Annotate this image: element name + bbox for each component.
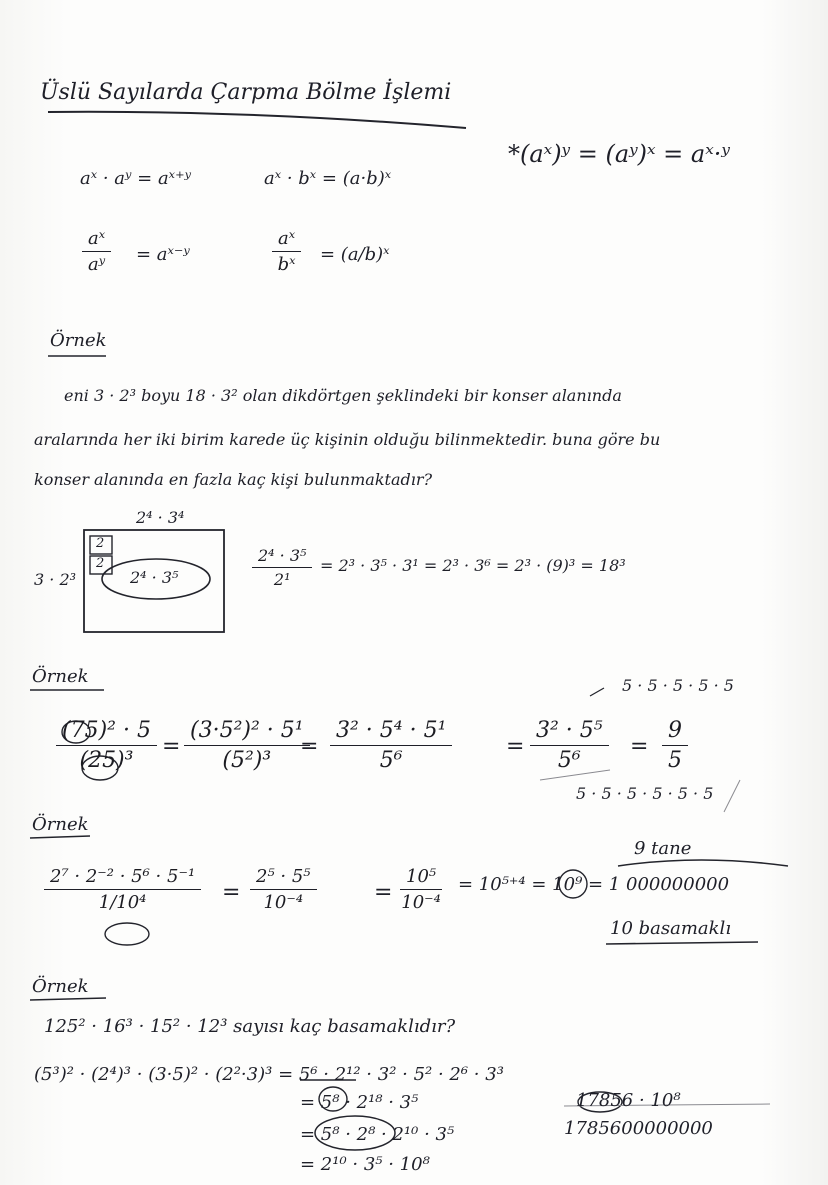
- fraction-numerator: 2⁷ · 2⁻² · 5⁶ · 5⁻¹: [44, 866, 201, 890]
- scratch-work-top: 5 · 5 · 5 · 5 · 5: [622, 676, 734, 695]
- rule-quotient-same-exp-fraction: [272, 228, 301, 275]
- equals-sign: =: [222, 880, 241, 905]
- fraction-denominator: aʸ: [87, 254, 106, 275]
- fraction-numerator: 3² · 5⁵: [530, 718, 609, 746]
- rule-product-same-base: aˣ · aʸ = aˣ⁺ʸ: [80, 168, 191, 189]
- fraction-denominator: (25)³: [79, 748, 134, 773]
- heading-underline: [30, 836, 90, 838]
- example4-side-note: 1785600000000: [564, 1118, 713, 1139]
- scratch-work-bottom: 5 · 5 · 5 · 5 · 5 · 5: [576, 784, 714, 803]
- brace-label: 9 tane: [634, 838, 692, 859]
- equals-sign: =: [374, 880, 393, 905]
- example4-side-note: 17856 · 10⁸: [576, 1090, 681, 1111]
- example2-fraction-step4: [530, 718, 609, 773]
- rectangle-top-label: 2⁴ · 3⁴: [136, 508, 185, 527]
- fraction-denominator: (5²)³: [222, 748, 272, 773]
- fraction-numerator: 3² · 5⁴ · 5¹: [330, 718, 452, 746]
- equals-sign: =: [630, 734, 649, 759]
- fraction-numerator: 2⁴ · 3⁵: [252, 546, 312, 568]
- example1-fraction: [252, 546, 312, 589]
- fraction-numerator: aˣ: [272, 228, 301, 252]
- equals-sign: =: [300, 734, 319, 759]
- underline-mark: [606, 942, 758, 944]
- example4-solution-line: = 2¹⁰ · 3⁵ · 10⁸: [300, 1154, 430, 1175]
- fraction-denominator: 5: [668, 748, 682, 773]
- problem-text-line: aralarında her iki birim karede üç kişinin olduğu bilinmektedir. buna göre bu: [34, 430, 661, 449]
- title-underline: [48, 112, 466, 128]
- faint-mark: [724, 780, 740, 812]
- example2-fraction-step2: [184, 718, 310, 773]
- fraction-numerator: (3·5²)² · 5¹: [184, 718, 310, 746]
- fraction-denominator: 5⁶: [379, 748, 403, 773]
- example3-fraction-step3: [400, 866, 442, 913]
- example-heading: Örnek: [50, 330, 107, 351]
- example-heading: Örnek: [32, 814, 89, 835]
- page-title: Üslü Sayılarda Çarpma Bölme İşlemi: [40, 80, 452, 105]
- circle-mark: [105, 923, 149, 945]
- rule-quotient-same-base-fraction: [82, 228, 111, 275]
- fraction-numerator: 9: [662, 718, 688, 746]
- example3-fraction-step2: [250, 866, 317, 913]
- example4-solution-line: (5³)² · (2⁴)³ · (3·5)² · (2²·3)³ = 5⁶ · 2¹² · 3² · 5² · 2⁶ · 3³: [34, 1064, 504, 1085]
- example-heading: Örnek: [32, 666, 89, 687]
- fraction-numerator: 2⁵ · 5⁵: [250, 866, 317, 890]
- fraction-denominator: 2¹: [273, 570, 291, 589]
- brace-mark: [618, 860, 788, 866]
- rule-quotient-same-base-result: = aˣ⁻ʸ: [136, 244, 190, 265]
- problem-text-line: konser alanında en fazla kaç kişi bulunmaktadır?: [34, 470, 433, 489]
- rule-power-of-power: *(aˣ)ʸ = (aʸ)ˣ = aˣ·ʸ: [508, 140, 730, 168]
- scratch-mark: [590, 688, 604, 696]
- fraction-numerator: (75)² · 5: [56, 718, 157, 746]
- rectangle-side-label: 3 · 2³: [34, 570, 77, 589]
- fraction-denominator: bˣ: [277, 254, 296, 275]
- problem-text-line: eni 3 · 2³ boyu 18 · 3² olan dikdörtgen şeklindeki bir konser alanında: [64, 386, 622, 405]
- example2-fraction-step1: [56, 718, 157, 773]
- example3-conclusion: 10 basamaklı: [610, 918, 732, 939]
- rule-product-same-exp: aˣ · bˣ = (a·b)ˣ: [264, 168, 392, 189]
- example4-solution-line: = 5⁸ · 2¹⁸ · 3⁵: [300, 1092, 419, 1113]
- example1-result-chain: = 2³ · 3⁵ · 3¹ = 2³ · 3⁶ = 2³ · (9)³ = 18³: [320, 556, 626, 575]
- fraction-denominator: 10⁻⁴: [263, 892, 304, 913]
- fraction-denominator: 10⁻⁴: [401, 892, 441, 913]
- fraction-numerator: 10⁵: [400, 866, 442, 890]
- cell-label: 2: [96, 556, 105, 571]
- example3-result: = 10⁵⁺⁴ = 10⁹ = 1 000000000: [458, 874, 730, 895]
- example3-fraction-step1: [44, 866, 201, 913]
- example2-fraction-step3: [330, 718, 452, 773]
- fraction-numerator: aˣ: [82, 228, 111, 252]
- fraction-denominator: 1/10⁴: [98, 892, 147, 913]
- oval-label: 2⁴ · 3⁵: [130, 568, 179, 587]
- heading-underline: [30, 998, 106, 1000]
- example4-solution-line: = 5⁸ · 2⁸ · 2¹⁰ · 3⁵: [300, 1124, 455, 1145]
- example2-fraction-result: [662, 718, 688, 773]
- rule-quotient-same-exp-result: = (a/b)ˣ: [320, 244, 390, 265]
- example4-question: 125² · 16³ · 15² · 12³ sayısı kaç basamaklıdır?: [44, 1016, 456, 1037]
- fraction-denominator: 5⁶: [557, 748, 581, 773]
- cell-label: 2: [96, 536, 105, 551]
- example-heading: Örnek: [32, 976, 89, 997]
- equals-sign: =: [506, 734, 525, 759]
- equals-sign: =: [162, 734, 181, 759]
